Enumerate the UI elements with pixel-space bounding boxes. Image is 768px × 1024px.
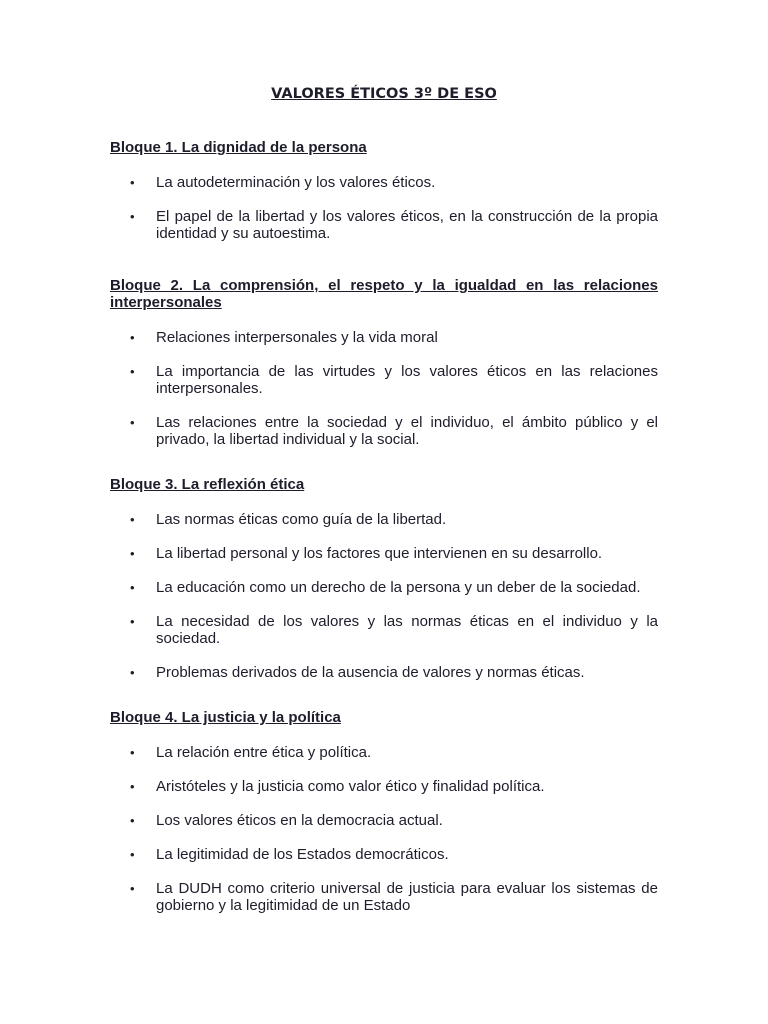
bullet-icon: • [130, 209, 135, 224]
list-item [110, 174, 658, 191]
bullet-icon: • [130, 745, 135, 760]
list-item-text: La educación como un derecho de la persona y un deber de la sociedad. [156, 579, 641, 596]
bullet-icon: • [130, 847, 135, 862]
bullet-list [110, 744, 658, 914]
block-3 [110, 476, 658, 681]
list-item [110, 208, 658, 242]
bullet-icon: • [130, 546, 135, 561]
list-item [110, 880, 658, 914]
document-title: VALORES ÉTICOS 3º DE ESO [271, 86, 497, 102]
bullet-icon: • [130, 665, 135, 680]
document-page [110, 86, 658, 931]
block-1 [110, 139, 658, 242]
block-4 [110, 709, 658, 914]
block-heading: Bloque 3. La reflexión ética [110, 476, 305, 493]
bullet-icon: • [130, 779, 135, 794]
bullet-icon: • [130, 330, 135, 345]
bullet-list [110, 511, 658, 681]
list-item-text: Aristóteles y la justicia como valor ético y finalidad política. [156, 778, 545, 795]
bullet-icon: • [130, 415, 135, 430]
list-item-text: La DUDH como criterio universal de justicia para evaluar los sistemas de gobierno y la legitimidad de un Estado [156, 880, 658, 914]
block-heading: Bloque 2. La comprensión, el respeto y la igualdad en las relaciones interpersonales [110, 277, 658, 311]
block-heading: Bloque 4. La justicia y la política [110, 709, 341, 726]
bullet-list [110, 174, 658, 242]
list-item-text: Las relaciones entre la sociedad y el individuo, el ámbito público y el privado, la libertad individual y la social. [156, 414, 658, 448]
bullet-icon: • [130, 813, 135, 828]
list-item [110, 414, 658, 448]
list-item [110, 613, 658, 647]
list-item [110, 664, 658, 681]
list-item [110, 329, 658, 346]
block-2 [110, 277, 658, 448]
list-item [110, 511, 658, 528]
bullet-icon: • [130, 614, 135, 629]
list-item-text: El papel de la libertad y los valores éticos, en la construcción de la propia identidad y su autoestima. [156, 208, 658, 242]
list-item-text: Las normas éticas como guía de la libertad. [156, 511, 447, 528]
bullet-icon: • [130, 175, 135, 190]
bullet-icon: • [130, 881, 135, 896]
block-heading: Bloque 1. La dignidad de la persona [110, 139, 367, 156]
list-item-text: La legitimidad de los Estados democráticos. [156, 846, 449, 863]
list-item-text: La importancia de las virtudes y los valores éticos en las relaciones interpersonales. [156, 363, 658, 397]
list-item [110, 744, 658, 761]
list-item-text: La autodeterminación y los valores éticos. [156, 174, 436, 191]
bullet-icon: • [130, 512, 135, 527]
list-item [110, 579, 658, 596]
list-item-text: Problemas derivados de la ausencia de valores y normas éticas. [156, 664, 585, 681]
list-item [110, 846, 658, 863]
list-item [110, 363, 658, 397]
list-item [110, 778, 658, 795]
bullet-list [110, 329, 658, 448]
list-item-text: La necesidad de los valores y las normas éticas en el individuo y la sociedad. [156, 613, 658, 647]
list-item [110, 545, 658, 562]
bullet-icon: • [130, 580, 135, 595]
list-item-text: La relación entre ética y política. [156, 744, 372, 761]
list-item-text: La libertad personal y los factores que intervienen en su desarrollo. [156, 545, 603, 562]
bullet-icon: • [130, 364, 135, 379]
list-item-text: Relaciones interpersonales y la vida moral [156, 329, 438, 346]
list-item-text: Los valores éticos en la democracia actual. [156, 812, 443, 829]
list-item [110, 812, 658, 829]
